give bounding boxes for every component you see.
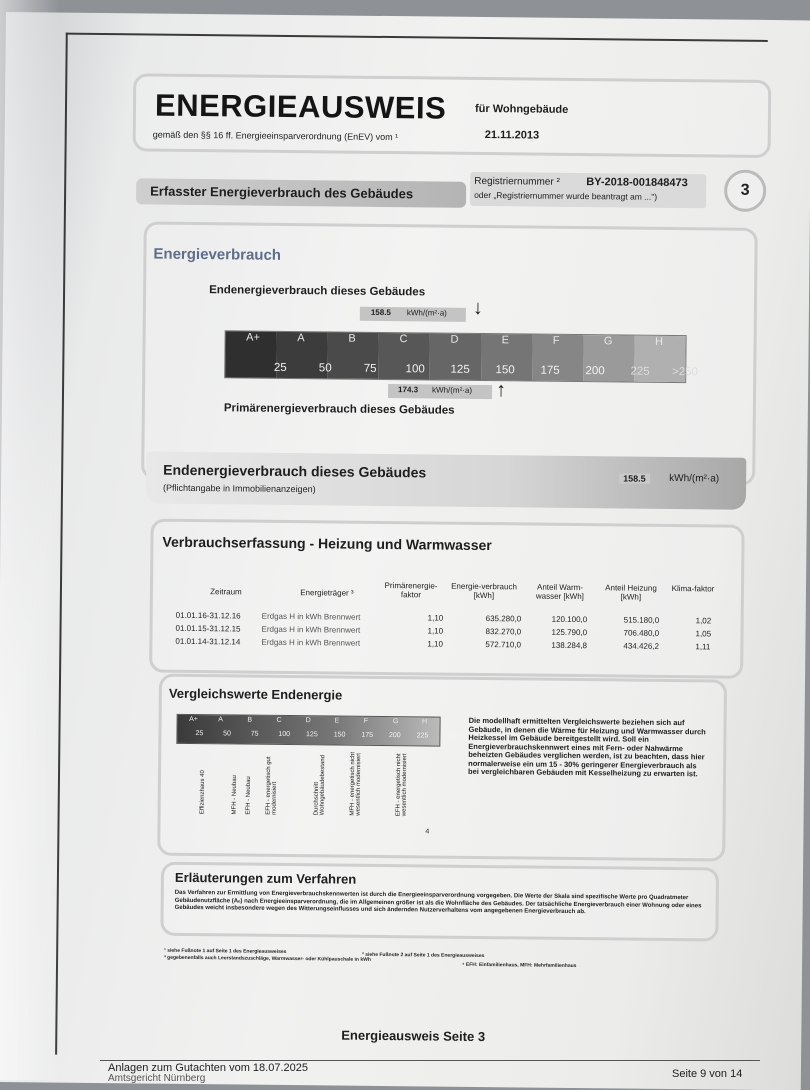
energy-scale-letter: G bbox=[603, 335, 613, 348]
primary-energy-value: 174.3 bbox=[398, 385, 419, 395]
table-cell: 1,05 bbox=[695, 629, 712, 639]
table-cell: 01.01.15-31.12.15 bbox=[175, 623, 241, 634]
table-cell: 635.280,0 bbox=[485, 614, 522, 624]
table-header-cell: Klima-faktor bbox=[671, 584, 715, 594]
registration-note: oder „Registriernummer wurde beantragt am ...") bbox=[474, 189, 658, 202]
primary-energy-unit: kWh/(m²·a) bbox=[432, 385, 473, 395]
comparison-reference-label: EFH - energetisch nicht wesentlich modernisiert bbox=[395, 753, 409, 817]
energy-scale-number: 225 bbox=[630, 365, 650, 378]
energy-scale-number: >250 bbox=[672, 365, 699, 379]
energy-scale-letter: E bbox=[501, 334, 510, 347]
comparison-scale-number: 200 bbox=[388, 732, 401, 740]
energy-heading: Energieverbrauch bbox=[153, 245, 282, 264]
table-cell: 125.790,0 bbox=[551, 627, 588, 638]
table-cell: Erdgas H in kWh Brennwert bbox=[261, 611, 361, 622]
comparison-reference-label: EFH - energetisch gut modernisiert bbox=[265, 756, 278, 815]
energy-scale-number: 125 bbox=[450, 363, 470, 376]
table-cell: 706.480,0 bbox=[623, 628, 660, 638]
table-cell: 572.710,0 bbox=[485, 640, 522, 650]
table-header-cell: Anteil Heizung [kWh] bbox=[605, 583, 657, 602]
comparison-scale-letter: H bbox=[421, 718, 428, 726]
comparison-scale bbox=[176, 714, 461, 747]
table-cell: Erdgas H in kWh Brennwert bbox=[261, 624, 361, 635]
document-title: ENERGIEAUSWEIS bbox=[154, 87, 447, 126]
table-header-cell: Anteil Warm-wasser [kWh] bbox=[535, 582, 584, 602]
table-cell: 1,10 bbox=[427, 626, 444, 636]
table-cell: 1,11 bbox=[695, 642, 711, 652]
table-header-cell: Energieträger ³ bbox=[300, 588, 354, 598]
comparison-scale-letter: D bbox=[305, 717, 311, 725]
energy-scale-letter: F bbox=[552, 334, 560, 347]
summary-label: Endenergieverbrauch dieses Gebäudes bbox=[163, 461, 427, 481]
table-cell: 120.100,0 bbox=[551, 614, 588, 625]
arrow-up-icon: ↑ bbox=[495, 379, 507, 402]
table-cell: 01.01.14-31.12.14 bbox=[175, 636, 241, 647]
comparison-reference-label: MFH - Neubau bbox=[231, 775, 239, 815]
end-energy-label: Endenergieverbrauch dieses Gebäudes bbox=[209, 284, 426, 299]
explanation-text: Das Verfahren zur Ermittlung von Energieverbrauchskennwerten ist durch die Energieeinsparverordnung vorgegeben. Die Werte der Skala sind spezifische Werte pro Quadratmeter Gebäudenutzfläche (Aₙ) nach Energieeinsparverordnung, die im Allgemeinen größer ist als die Wohnfläche des Gebäudes. Der tatsächliche Energieverbrauch einer Wohnung oder eines Gebäudes weicht insbesondere wegen des Witterungseinflusses und sich ändernden Nutzerverhaltens vom angegebenen Energieverbrauch ab. bbox=[174, 889, 702, 916]
comparison-scale-letter: A+ bbox=[189, 715, 198, 724]
comparison-note: Die modellhaft ermittelten Vergleichswerte beziehen sich auf Gebäude, in denen die Wärme für Heizung und Warmwasser durch Heizkessel im Gebäude bereitgestellt wird. Soll ein Energieverbrauchskennwert eines mit Fern- oder Nahwärme beheizten Gebäudes verglichen werden, ist zu beachten, dass hier normalerweise ein um 15 - 30% geringerer Energieverbrauch als bei vergleichbaren Gebäuden mit Kesselheizung zu erwarten ist. bbox=[468, 715, 706, 779]
table-cell: 832.270,0 bbox=[485, 627, 522, 637]
consumption-title: Verbrauchserfassung - Heizung und Warmwasser bbox=[162, 533, 492, 554]
energy-scale-number: 175 bbox=[540, 364, 560, 377]
comparison-reference-label: EFH - Neubau bbox=[245, 776, 253, 815]
page-number-badge: 3 bbox=[724, 170, 766, 212]
energy-scale-number: 50 bbox=[318, 362, 332, 375]
table-cell: 515.180,0 bbox=[623, 615, 660, 625]
comparison-scale-number: 100 bbox=[278, 730, 291, 739]
registration-number: BY-2018-001848473 bbox=[586, 176, 688, 190]
document-page bbox=[0, 12, 810, 1090]
table-cell: 1,10 bbox=[427, 613, 444, 623]
energy-scale-letter: D bbox=[450, 333, 459, 346]
comparison-scale-letter: B bbox=[247, 716, 253, 724]
comparison-title: Vergleichswerte Endenergie bbox=[168, 685, 343, 703]
energy-scale-letter: A bbox=[297, 332, 305, 345]
table-header-cell: Energie-verbrauch [kWh] bbox=[451, 581, 517, 601]
comparison-scale-number: 175 bbox=[361, 731, 374, 739]
comparison-scale-number: >250 bbox=[444, 732, 461, 740]
summary-unit: kWh/(m²·a) bbox=[669, 472, 720, 485]
end-energy-unit: kWh/(m²·a) bbox=[406, 308, 447, 318]
footer-page-label: Energieausweis Seite 3 bbox=[341, 1027, 486, 1045]
arrow-down-icon: ↓ bbox=[472, 296, 484, 320]
footer-court: Amtsgericht Nürnberg bbox=[108, 1073, 206, 1084]
energy-scale-letter: C bbox=[399, 333, 408, 346]
energy-scale-letter: A+ bbox=[246, 331, 260, 344]
footer-attachment-note: Anlagen zum Gutachten vom 18.07.2025 bbox=[108, 1062, 308, 1074]
energy-scale bbox=[224, 330, 699, 383]
energy-scale-number: 150 bbox=[495, 364, 515, 377]
summary-value: 158.5 bbox=[619, 473, 650, 483]
comparison-scale-number: 125 bbox=[306, 731, 318, 739]
footnote-4: ⁴ EFH: Einfamilienhaus, MFH: Mehrfamilienhaus bbox=[462, 961, 577, 970]
comparison-scale-number: 50 bbox=[223, 730, 231, 738]
summary-bar bbox=[146, 451, 747, 509]
table-header-cell: Zeitraum bbox=[210, 587, 242, 597]
summary-subtitle: (Pflichtangabe in Immobilienanzeigen) bbox=[162, 482, 316, 495]
comparison-scale-number: 75 bbox=[250, 730, 259, 738]
footnote-3: ³ gegebenenfalls auch Leerstandszuschläge, Warmwasser- oder Kühlpauschale in kWh bbox=[164, 954, 371, 963]
document-subtitle: für Wohngebäude bbox=[474, 102, 569, 116]
energy-scale-number: 100 bbox=[405, 363, 425, 376]
primary-energy-label: Primärenergieverbrauch dieses Gebäudes bbox=[223, 402, 455, 417]
comparison-scale-number: 225 bbox=[416, 732, 429, 740]
table-cell: 434.426,2 bbox=[623, 641, 660, 651]
footnote-2: ² siehe Fußnote 2 auf Seite 1 des Energieausweises bbox=[362, 951, 485, 960]
comparison-scale-letter: F bbox=[363, 717, 369, 725]
energy-scale-number: 75 bbox=[363, 362, 377, 375]
comparison-scale-number: 25 bbox=[195, 730, 204, 738]
comparison-scale-letter: C bbox=[276, 716, 282, 724]
regulation-date: 21.11.2013 bbox=[484, 129, 540, 142]
comparison-reference-label: Effizienzhaus 40 bbox=[199, 770, 207, 815]
end-energy-value: 158.5 bbox=[370, 307, 391, 318]
table-cell: 138.284,8 bbox=[551, 640, 588, 651]
comparison-scale-letter: E bbox=[334, 717, 340, 725]
comparison-scale-number: 150 bbox=[333, 731, 346, 739]
comparison-reference-label: MFH - energetisch nicht wesentlich modernisiert bbox=[349, 751, 363, 816]
legal-basis: gemäß den §§ 16 ff. Energieeinsparverordnung (EnEV) vom ¹ bbox=[152, 129, 399, 143]
comparison-scale-letter: G bbox=[392, 718, 399, 726]
footer-rule bbox=[100, 1060, 760, 1061]
registration-label: Registriernummer ² bbox=[474, 175, 560, 188]
comparison-reference-label: Durchschnitt Wohngebäudebestand bbox=[313, 755, 327, 816]
explanation-title: Erläuterungen zum Verfahren bbox=[174, 869, 357, 887]
energy-scale-number: 200 bbox=[585, 365, 605, 378]
comparison-scale-letter: A bbox=[218, 716, 223, 724]
footer-page-count: Seite 9 von 14 bbox=[672, 1068, 743, 1080]
footnote-1: ¹ siehe Fußnote 1 auf Seite 1 des Energieausweises bbox=[164, 947, 287, 955]
comparison-footnote-marker: 4 bbox=[425, 828, 430, 836]
table-cell: Erdgas H in kWh Brennwert bbox=[261, 637, 361, 648]
energy-scale-letter: H bbox=[654, 335, 664, 348]
table-cell: 1,02 bbox=[695, 616, 712, 626]
table-header-cell: Primärenergie-faktor bbox=[384, 580, 438, 600]
table-cell: 01.01.16-31.12.16 bbox=[175, 610, 241, 621]
table-cell: 1,10 bbox=[427, 639, 444, 649]
energy-scale-number: 25 bbox=[273, 361, 287, 374]
section-title: Erfasster Energieverbrauch des Gebäudes bbox=[150, 183, 414, 202]
energy-scale-letter: B bbox=[348, 332, 356, 345]
